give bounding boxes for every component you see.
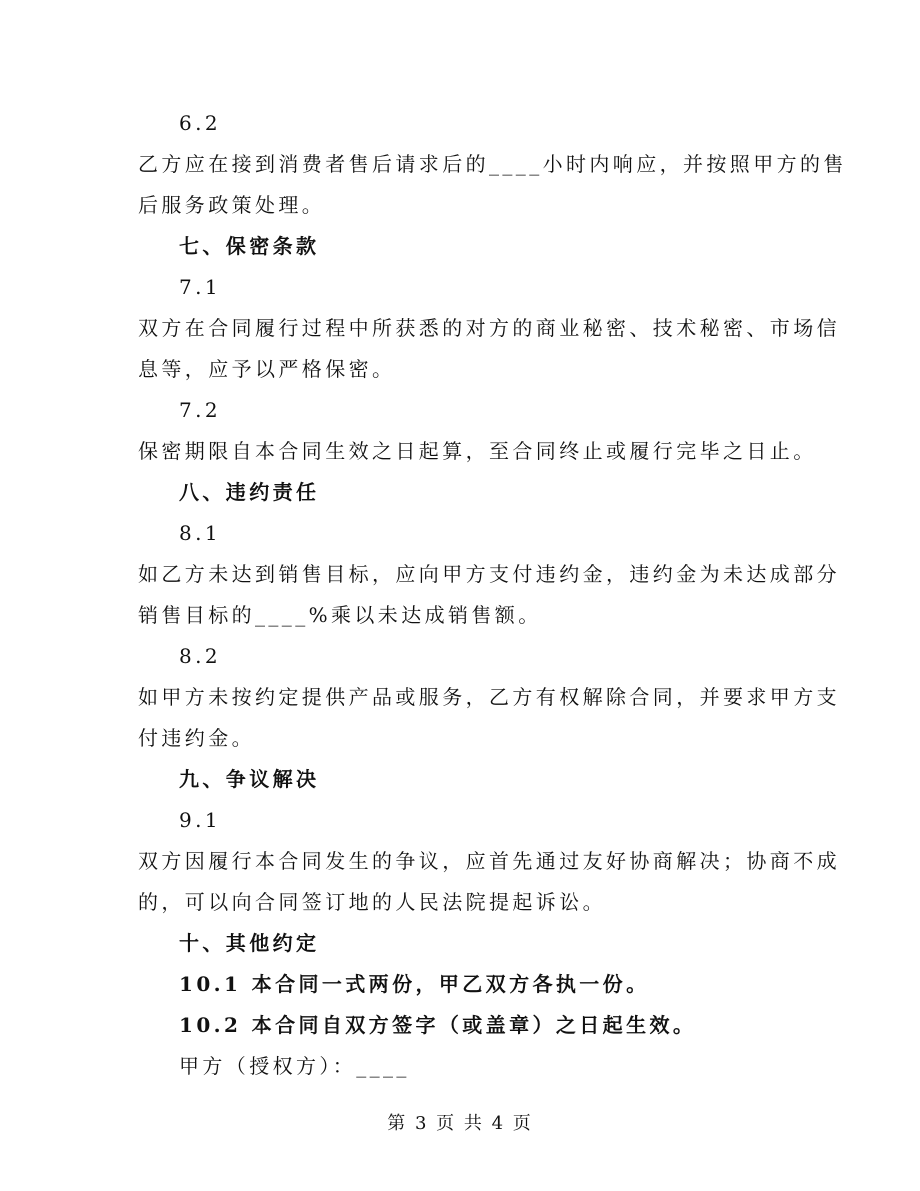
section-heading-dispute-resolution: 九、争议解决 [179,767,320,791]
clause-10-1: 10.1 本合同一式两份，甲乙双方各执一份。 [179,972,650,996]
clause-number-7-1: 7.1 [179,275,222,299]
paragraph-line: 的，可以向合同签订地的人民法院提起诉讼。 [138,890,606,914]
paragraph-line: 双方在合同履行过程中所获悉的对方的商业秘密、技术秘密、市场信 [138,316,840,340]
clause-10-2: 10.2 本合同自双方签字（或盖章）之日起生效。 [179,1013,697,1037]
clause-number-8-1: 8.1 [179,521,222,545]
paragraph-line: 保密期限自本合同生效之日起算，至合同终止或履行完毕之日止。 [138,439,817,463]
section-heading-breach-liability: 八、违约责任 [179,480,320,504]
paragraph-line: 双方因履行本合同发生的争议，应首先通过友好协商解决；协商不成 [138,849,840,873]
section-heading-other-agreements: 十、其他约定 [179,931,320,955]
clause-number-7-2: 7.2 [179,398,222,422]
paragraph-line: 息等，应予以严格保密。 [138,357,396,381]
party-a-signature-line: 甲方（授权方）：____ [179,1054,410,1078]
section-heading-confidentiality: 七、保密条款 [179,234,320,258]
clause-number-9-1: 9.1 [179,808,222,832]
paragraph-line: 后服务政策处理。 [138,193,326,217]
clause-number-8-2: 8.2 [179,644,222,668]
paragraph-line: 如甲方未按约定提供产品或服务，乙方有权解除合同，并要求甲方支 [138,685,840,709]
paragraph-line: 付违约金。 [138,726,255,750]
clause-number-6-2: 6.2 [179,111,222,135]
paragraph-line: 乙方应在接到消费者售后请求后的____小时内响应，并按照甲方的售 [138,152,847,176]
paragraph-line: 如乙方未达到销售目标，应向甲方支付违约金，违约金为未达成部分 [138,562,840,586]
paragraph-line: 销售目标的____%乘以未达成销售额。 [138,603,542,627]
page-footer: 第 3 页 共 4 页 [387,1113,533,1134]
